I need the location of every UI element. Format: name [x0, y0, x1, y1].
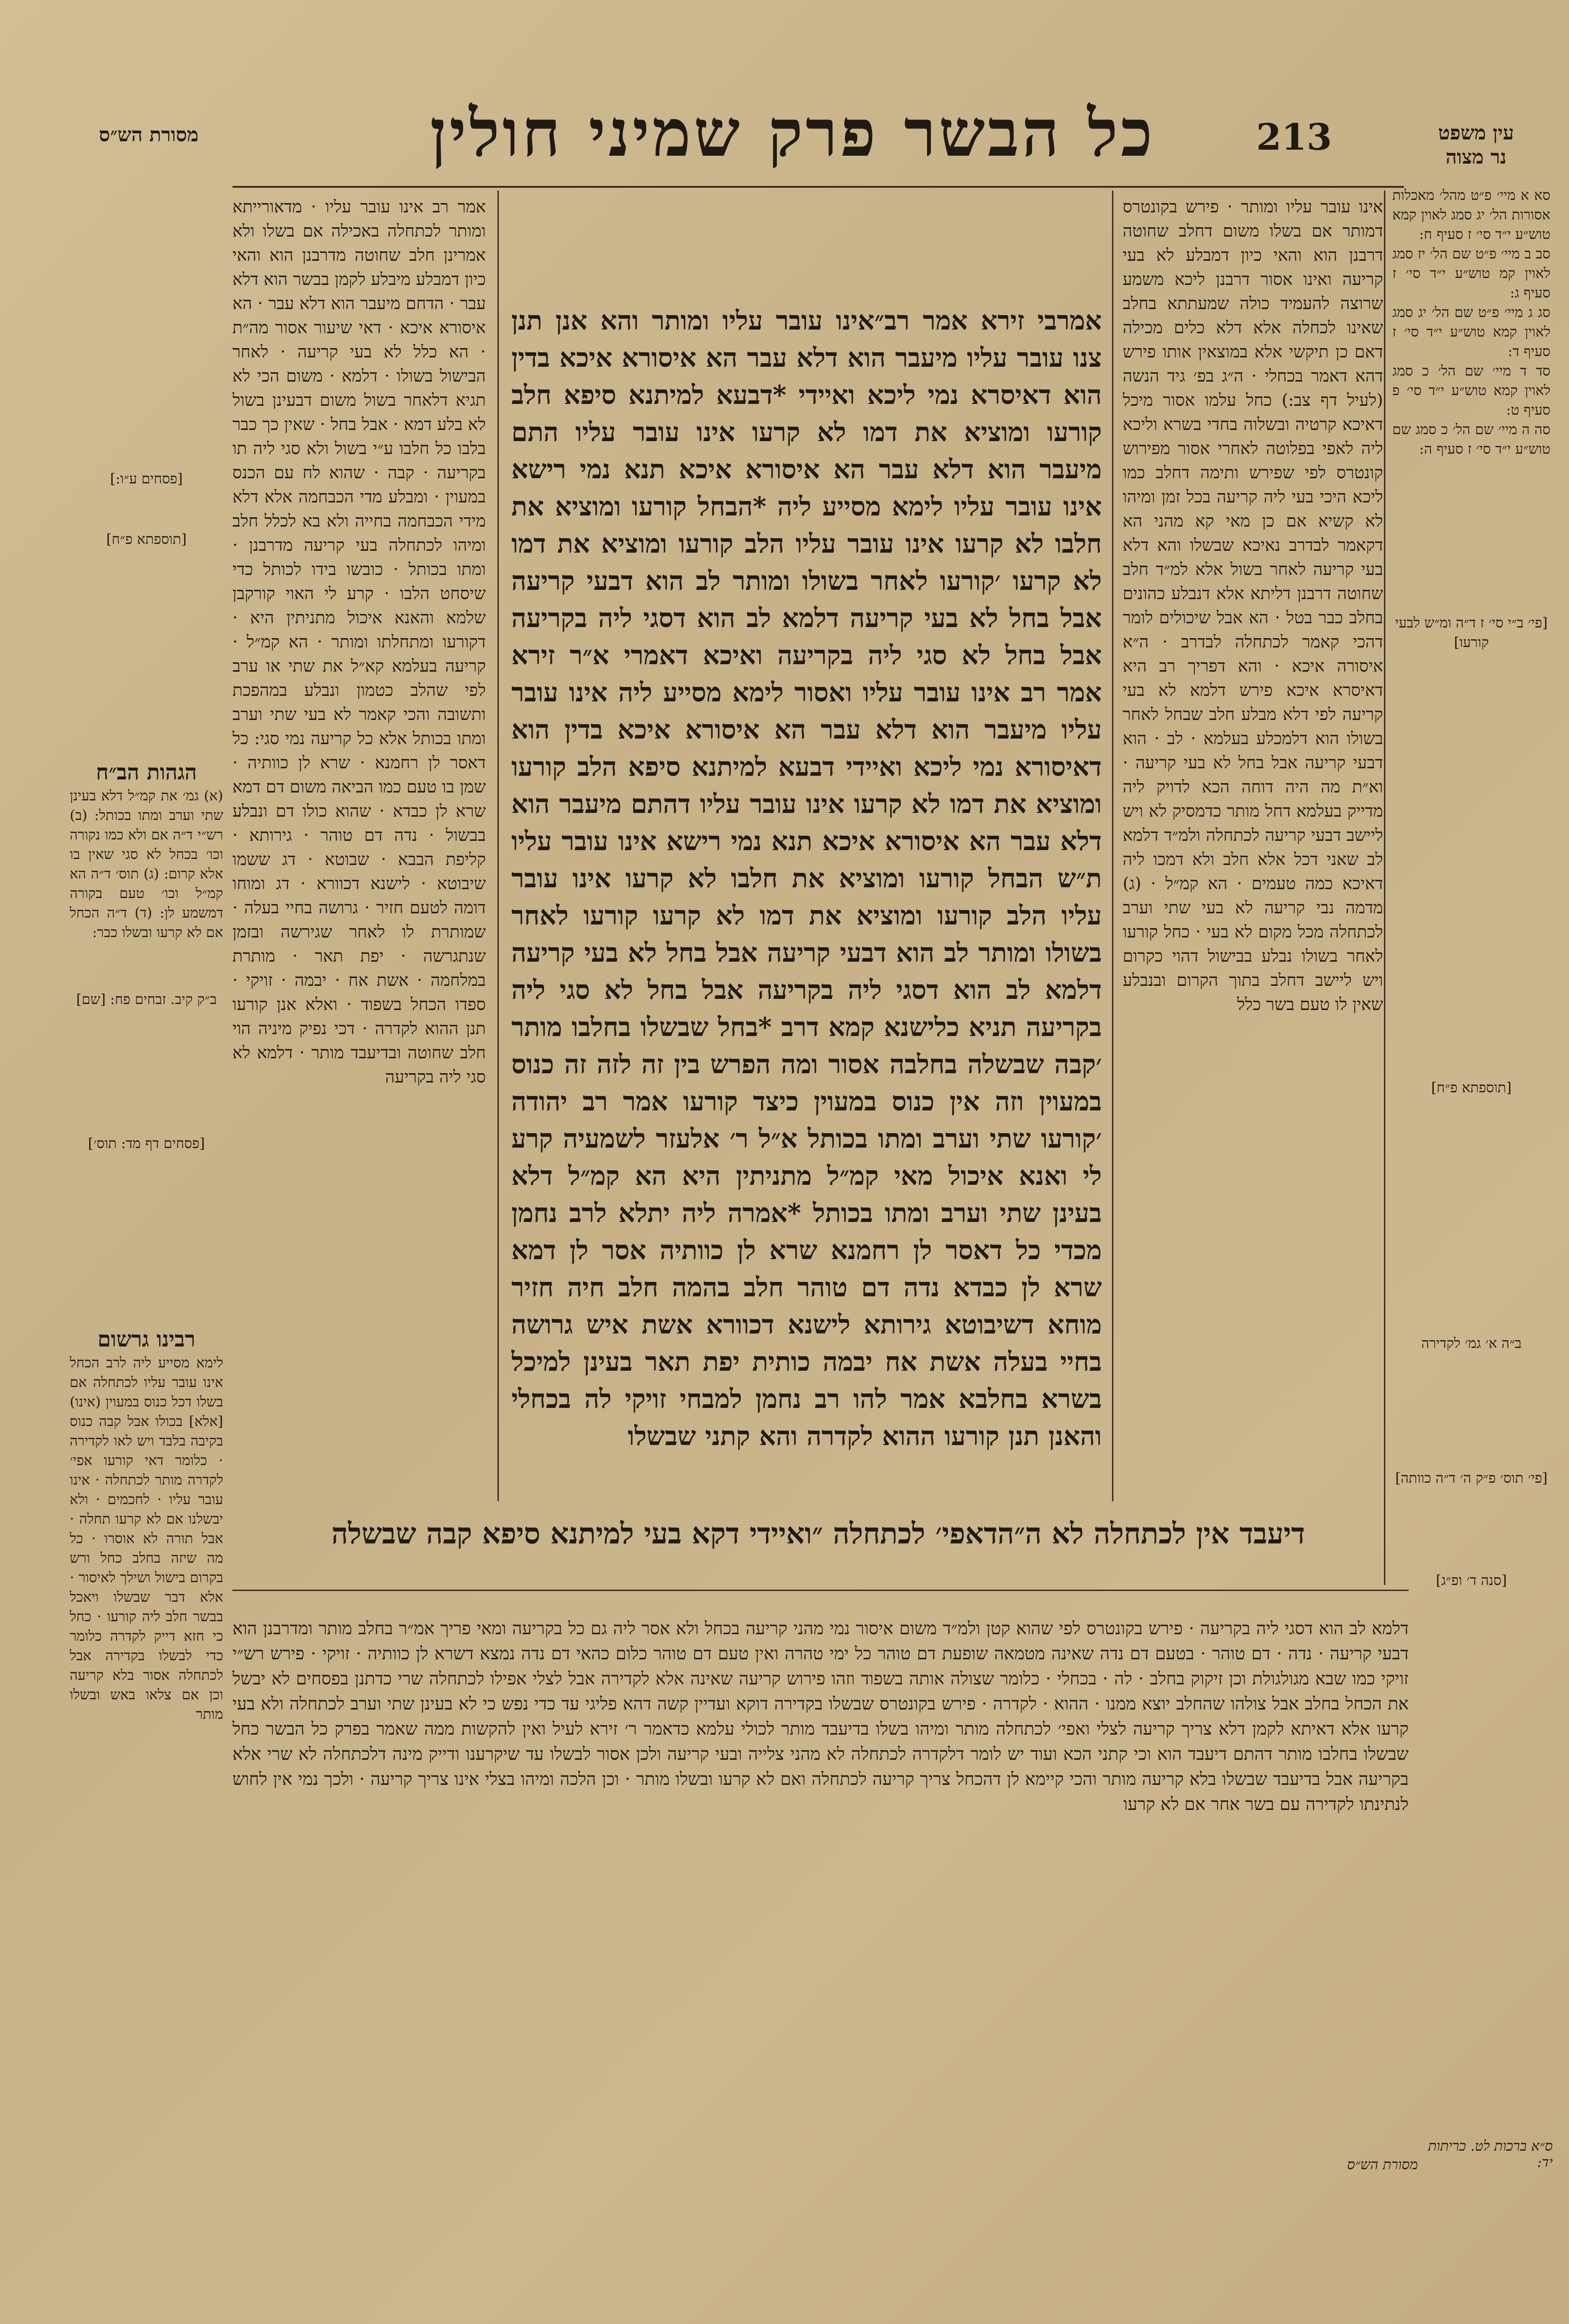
gemara-text: אמרבי זירא אמר רב״אינו עובר עליו ומותר והא אנן תנן צנו עובר עליו מיעבר הוא דלא עבר הא איסורא איכא בדין הוא דאיסרא נמי ליכא ואיידי *דבעא למיתנא סיפא חלב קורעו ומוציא את דמו לא קרעו אינו עובר עליו התם מיעבר הוא דלא עבר הא איסורא איכא תנא נמי רישא אינו עובר עליו לימא מסייע ליה *הבחל קורעו ומוציא את חלבו לא קרעו אינו עובר עליו הלב קורעו ומוציא את דמו לא קרעו ׳קורעו לאחר בשולו ומותר לב הוא דבעי קריעה אבל בחל לא בעי קריעה דלמא לב הוא דסגי ליה בקריעה אבל בחל לא סגי ליה בקריעה ואיכא דאמרי א״ר זירא אמר רב אינו עובר עליו ואסור לימא מסייע ליה אינו עובר עליו מיעבר הוא דלא עבר הא איסורא איכא בדין הוא דאיסורא נמי ליכא ואיידי דבעא למיתנא סיפא הלב קורעו ומוציא את דמו לא קרעו אינו עובר עליו דהתם מיעבר הוא דלא עבר הא איסורא איכא תנא נמי רישא אינו עובר עליו ת״ש הבחל קורעו ומוציא את חלבו לא קרעו אינו עובר עליו הלב קורעו ומוציא את דמו לא קרעו קורעו לאחר בשולו ומותר לב הוא דבעי קריעה אבל בחל לא בעי קריעה דלמא לב הוא דסגי ליה בקריעה אבל בחל לא סגי ליה בקריעה תניא כלישנא קמא דרב *בחל שבשלו בחלבו מותר ׳קבה שבשלה בחלבה אסור ומה הפרש בין זה לזה זה כנוס במעוין וזה אין כנוס במעוין כיצד קורעו אמר רב יהודה ׳קורעו שתי וערב ומתו בכותל א״ל ר׳ אלעזר לשמעיה קרע לי ואנא איכול מאי קמ״ל מתניתין היא הא קמ״ל דלא בעינן שתי וערב ומתו בכותל *אמרה ליה יתלא לרב נחמן מכדי כל דאסר לן רחמנא שרא לן כוותיה אסר לן דמא שרא לן כבדא נדה דם טוהר חלב בהמה חלב חיה חזיר מוחא דשיבוטא גירותא לישנא דכוורא אשת איש גרושה בחיי בעלה אשת אח יבמה כותית יפת תאר בעינן למיכל בשרא בחלבא אמר להו רב נחמן למבחי זויקי לה בכחלי והאנן תנן קורעו ההוא לקדרה והא קתני שבשלו	[511, 305, 1102, 1452]
masoret-note: ב״ק קיב. זבחים פח: [שם]	[76, 991, 217, 1008]
header-rule	[232, 186, 1404, 188]
hagahot-text: (א) גמ׳ את קמ״ל דלא בעינן שתי וערב ומתו בכותל: (ב) רש״י ד״ה אם ולא כמו נקורה וכו׳ בכחל לא סגי שאין בו אלא קרום: (ג) תוס׳ ד״ה הא קמ״ל וכו׳ טעם בקורה דמשמע לן: (ד) ד״ה הכחל אם לא קרעו ובשלו כבר:	[70, 788, 223, 941]
masoret-note: [פסחים ע״ו:]	[110, 471, 183, 487]
margin-note: [פי׳ תוס׳ פ״ק ה׳ ד״ה כוותה]	[1395, 1470, 1548, 1486]
column-rule	[1112, 191, 1113, 1501]
rabbenu-gershom-text: לימא מסייע ליה לרב הכחל אינו עובר עליו לכתחלה אם בשלו דכל כנוס במעוין (אינו) [אלא] בכולו אבל קבה כנוס בקיבה בלבד ויש לאו לקדירה · כלומר דאי קורעו אפי׳ לקדרה מותר לכתחלה · אינו עובר עליו · לחכמים · ולא יבשלנו אם לא קרעו תחלה · אבל תורה לא אוסרו · כל מה שיזה בחלב כחל ורש בקרום בישול ושילך לאיסור · אלא דבר שבשלו ויאכל בבשר חלב ליה קורעו · כחל כי חזא דייק לקדרה כלומר כדי לבשלו בקדירה אבל לכתחלה אסור בלא קריעה וכן אם צלאו באש ובשלו מותר	[70, 1355, 223, 1723]
ein-mishpat-entry: סה ה מיי׳ שם הל׳ כ סמג שם טוש״ע י״ד סי׳ ז סעיף ה:	[1392, 422, 1550, 457]
masoret-hashas-heading: מסורת הש״ס	[99, 123, 199, 146]
chapter-title: כל הבשר פרק שמיני חולין	[430, 95, 1156, 172]
margin-note: [סנה ד׳ ופ״ג]	[1436, 1572, 1507, 1589]
page-header	[0, 88, 1569, 181]
hagahot-title: הגהות הב״ח	[96, 762, 197, 785]
gemara-end-line: דיעבד אין לכתחלה לא ה״הדאפי׳ לכתחלה ״ואיידי דקא בעי למיתנא סיפא קבה שבשלה	[331, 1517, 1305, 1551]
ein-mishpat-entry: סד ד מיי׳ שם הל׳ כ סמג לאוין קמא טוש״ע י״ד סי׳ פ סעיף ט:	[1392, 363, 1550, 418]
margin-note: [פי׳ ב״י סי׳ ז ד״ה ומ״ש לבעי קורעו]	[1395, 615, 1548, 651]
bottom-margin-note: ס״א ברכות לט. כריתות יד:	[1428, 2138, 1553, 2171]
tosafot-column	[1123, 195, 1383, 1571]
margin-note: ב״ה א׳ גמ׳ לקדירה	[1421, 1335, 1522, 1352]
ein-mishpat-entry: סב ב מיי׳ פ״ט שם הל׳ יז סמג לאוין קמ טוש״ע י״ד סי׳ ז סעיף ג:	[1392, 246, 1550, 301]
ein-mishpat-entry: סג ג מיי׳ פ״ט שם הל׳ יג סמג לאוין קמא טוש״ע י״ד סי׳ ז סעיף ד:	[1392, 304, 1550, 360]
ein-mishpat-column	[1392, 186, 1550, 604]
hagahot-column	[70, 762, 223, 981]
rabbenu-gershom-title: רבינו גרשום	[97, 1329, 196, 1352]
ein-mishpat-entry: סא א מיי׳ פ״ט מהל׳ מאכלות אסורות הל׳ יג סמג לאוין קמא טוש״ע י״ד סי׳ ז סעיף ח:	[1392, 187, 1550, 243]
margin-note: [תוספתא פ״ח]	[1431, 1080, 1512, 1096]
rashi-text: אמר רב אינו עובר עליו · מדאורייתא ומותר לכתחלה באכילה אם בשלו ולא אמרינן חלב שחוטה מדרבנן הוא והאי כיון דמבלע מיבלע לקמן בבשר הוא דלא עבר · הדחם מיעבר הוא דלא עבר · הא איסורא איכא · דאי שיעור אסור מה״ת · הא כלל לא בעי קריעה · לאחר הבישול בשולו · דלמא · משום הכי לא תגיא דלאחר בשול משום דבעינן בשול לא בלע דמא · אבל בחל · שאין כך כבר בלבו כל חלבו ע״י בשול ולא סגי ליה תו בקריעה · קבה · שהוא לח עם הכנס במעוין · ומבלע מדי הכבחמה אלא דלא מידי הכבחמה בחייה ולא בא לכלל חלב ומיהו לכתחלה בעי קריעה מדרבנן · ומתו בכותל · כובשו בידו לכותל כדי שיסחט הלבו · קרע לי האוי קורקבן שלמא והאנא איכול מתניתין היא · דקורעו ומתחלתו ומותר · הא קמ״ל · קריעה בעלמא קא״ל את שתי או ערב לפי שהלב כטמון ונבלע במהפכת ותשובה והכי קאמר לא בעי שתי וערב ומתו בכותל אלא כל קריעה נמי סגי: כל דאסר לן רחמנא · שרא לן כוותיה · שמן בו טעם כמו הביאה משום דם דמא שרא לן כבדא · שהוא כולו דם ונבלע בבשול · נדה דם טוהר · גירותא · קליפת הבבא · שבוטא · דג ששמו שיבוטא · לישנא דכוורא · דג ומוחו דומה לטעם חזיר · גרושה בחיי בעלה · שמותרת לו לאחר שגירשה ובזמן שנתגרשה · יפת תאר · מותרת במלחמה · אשת אח · יבמה · זויקי · ספדו הכחל בשפוד · ואלא אנן קורעו תנן ההוא לקדרה · דכי נפיק מיניה הוי חלב שחוטה ובדיעבד מותר · דלמא לא סגי ליה בקריעה	[232, 198, 486, 1087]
masoret-note: [תוספתא פ״ח]	[106, 531, 187, 548]
gemara-main-column	[511, 302, 1102, 1501]
rashi-column	[232, 195, 486, 1497]
tosafot-text: אינו עובר עליו ומותר · פירש בקונטרס דמותר אם בשלו משום דחלב שחוטה דרבנן הוא והאי כיון דמבלע לא בעי קריעה ואינו אסור דרבנן ליכא משמע שרוצה להעמיד כולה שמעתתא בחלב שאינו לכחלה אלא דלא כלים מכילה דאם כן תיקשי אלא במוצאין אותו פירש דהא דאמר בכחלי · ה״ג בפ׳ גיד הנשה (לעיל דף צב:) כחל עלמו אסור מיכל דאיכא קרטיה ובשלוה בחדי בשרא וליכא ליה לאפי בפלוטה לאחרי אסור מפירוש קונטרס לפי שפירש ותימה דחלב כמו ליכא היכי בעי ליה קריעה בכל זמן ומיהו לא קשיא אם כן מאי קא מהני הא דקאמר לבדרב נאיכא שבשלו והא דלא בעי קריעה לאחר בשול אלא למ״ד חלב שחוטה דרבנן דליתא אלא דנבלע כהונים בחלב כבר בטל · הא אבל שיכולים לומר דהכי קאמר לכתחלה לבדרב · ה״א איסורה איכא · והא דפריך רב היא דאיסרא איכא פירש דלמא לא בעי קריעה לפי דלא מבלע חלב שבחל לאחר בשולו הוא דלמכלע בעלמא · לב · הוא דבעי קריעה אבל בחל לא בעי קריעה · וא״ת מה היה דוחה הכא לדויק ליה מדייק בעלמא דחל מותר כדמסיק לא ויש ליישב דבעי קריעה לכתחלה ולמ״ד דלמא לב שאני דכל אלא חלב ולא דמכו ליה דאיכא כמה טעמים · הא קמ״ל · (ג) מדמה נבי קריעה לא בעי שתי וערב לכתחלה מכל מקום לא בעי · כחל קורעו לאחר בשולו נבלע בבישול דהוי כקרום ויש ליישב דחלב בתוך הקרום ובנבלע שאין לו טעם בשר כלל	[1123, 198, 1383, 1014]
rabbenu-gershom-column	[70, 1329, 223, 1859]
page-number: 213	[1256, 116, 1332, 158]
column-rule	[1384, 191, 1385, 1585]
bottom-commentary	[232, 1599, 1409, 2278]
bottom-commentary-text: דלמא לב הוא דסגי ליה בקריעה · פירש בקונטרס לפי שהוא קטן ולמ״ד משום איסור נמי מהני קריעה בכחל ולא אסר ליה גם כל בקריעה ומאי פריך אמ״ר בחלב מותר ומדרבנן הוא דבעי קריעה · נדה · דם טוהר · בטעם דם נדה שאינה מטמאה שופעת דם טוהר כל ימי טהרה ואין טעם דם טוהר כלום כהאי דם נדה נמצא דשרא לן כוותיה · זויקי · פירש רש״י זויקי כמו שבא מגולגולת וכן זיקוק בחלב · לה · בכחלי · כלומר שצולה אותה בשפוד וזהו פירוש קריעה שאינה אלא לקדירה אבל לצלי אפילו לכתחלה שרי כדתנן בפסחים לא יבשל את הכחל בחלב אבל צולהו שהחלב יוצא ממנו · ההוא · לקדרה · פירש בקונטרס שבשלו בקדירה דוקא ועדיין קשה דהא פליגי עד כדי נפש כי לא בעינן שתי וערב לכתחלה ולא בעי קרעו אלא דאיתא לקמן דלא צריך קריעה לצלי ואפי׳ לכתחלה מותר ומיהו בשלו בדיעבד מותר לכולי עלמא כדאמר ר׳ זירא לעיל ואין להקשות ממה שאמר בפרק כל הבשר כחל שבשלו בחלבו מותר דהתם דיעבד הוא וכי קתני הכא ועוד יש לומר דלקדרה לכתחלה לא מהני צלייה ובעי קריעה ולכן אסור לבשלו עד שיקרענו ודייק מינה דלכתחלה לא שרי אלא בקריעה אבל בדיעבד שבשלו בלא קריעה מותר והכי קיימא לן דהכחל צריך קריעה לכתחלה ואם לא קרעו ובשלו מותר · וכן הלכה ומיהו בצלי אינו צריך קריעה · ולכך נמי אין לחוש לנתינתו לקדירה עם בשר אחר אם לא קרעו	[232, 1618, 1409, 1814]
ein-mishpat-heading: עין משפט נר מצוה	[1438, 121, 1514, 168]
column-rule	[497, 191, 499, 1501]
masoret-note: [פסחים דף מד: תוס׳]	[88, 1136, 205, 1152]
bottom-margin-note: מסורת הש״ס	[1347, 2157, 1418, 2173]
bottom-rule	[232, 1590, 1409, 1591]
